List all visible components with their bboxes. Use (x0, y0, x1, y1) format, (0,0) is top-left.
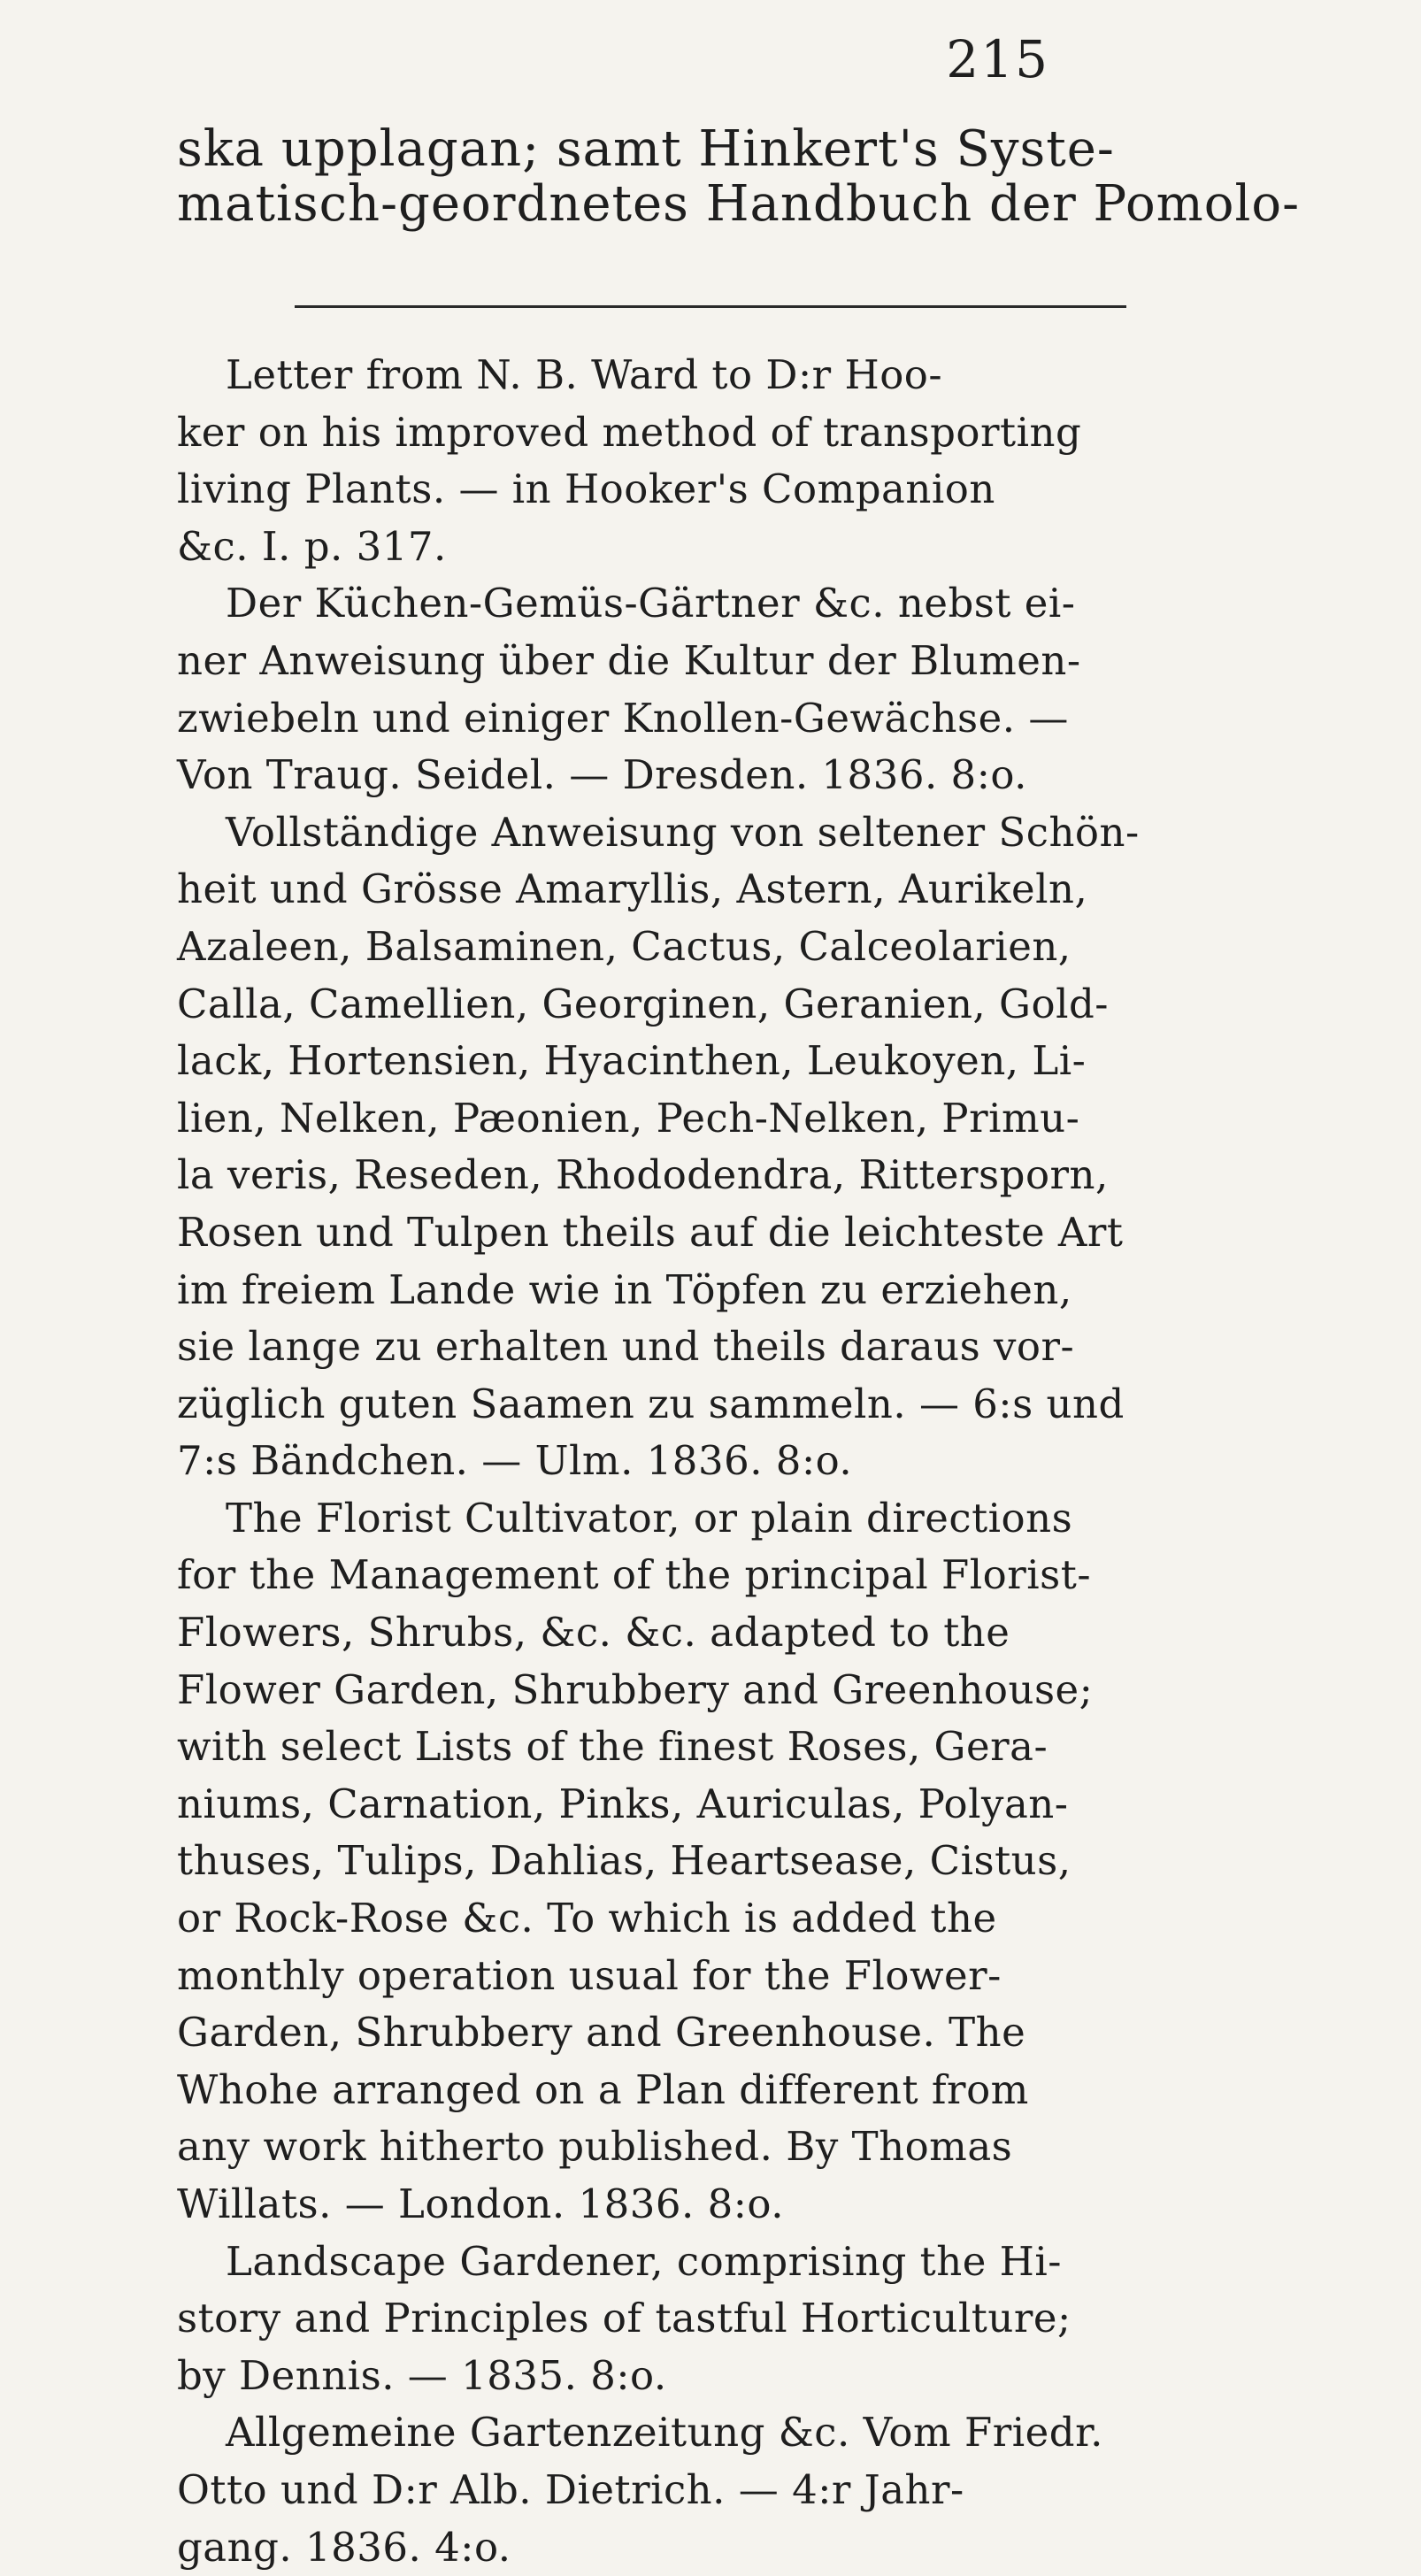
entry-anweisung (177, 804, 1248, 1490)
entry-line: heit und Grösse Amaryllis, Astern, Aurikeln, (177, 865, 1088, 913)
bibliography-list (177, 347, 1248, 2576)
entry-line: zwiebeln und einiger Knollen-Gewächse. — (177, 694, 1069, 742)
entry-line: or Rock-Rose &c. To which is added the (177, 1895, 997, 1942)
entry-line: Landscape Gardener, comprising the Hi- (226, 2237, 1062, 2285)
entry-line: lien, Nelken, Pæonien, Pech-Nelken, Primu- (177, 1094, 1080, 1142)
entry-landscape-gardener (177, 2234, 1248, 2405)
header-text (177, 120, 1301, 233)
entry-line: Von Traug. Seidel. — Dresden. 1836. 8:o. (177, 751, 1027, 799)
header-line: ska upplagan; samt Hinkert's Syste- (177, 120, 1115, 178)
entry-line: sie lange zu erhalten und theils daraus vor- (177, 1323, 1075, 1371)
entry-line: ker on his improved method of transporting (177, 408, 1082, 456)
entry-line: monthly operation usual for the Flower- (177, 1951, 1002, 1999)
entry-line: Willats. — London. 1836. 8:o. (177, 2180, 785, 2227)
entry-line: &c. I. p. 317. (177, 522, 447, 570)
entry-line: Flowers, Shrubs, &c. &c. adapted to the (177, 1609, 1010, 1657)
entry-ward (177, 347, 1248, 575)
entry-line: Flower Garden, Shrubbery and Greenhouse; (177, 1665, 1094, 1713)
entry-line: Azaleen, Balsaminen, Cactus, Calceolarien, (177, 922, 1072, 970)
entry-line: lack, Hortensien, Hyacinthen, Leukoyen, Li- (177, 1037, 1087, 1085)
entry-line: Rosen und Tulpen theils auf die leichteste Art (177, 1208, 1124, 1256)
entry-line: Letter from N. B. Ward to D:r Hoo- (226, 351, 943, 398)
entry-line: Vollständige Anweisung von seltener Schön- (226, 808, 1140, 856)
entry-line: la veris, Reseden, Rhododendra, Rittersporn, (177, 1151, 1109, 1199)
entry-line: any work hitherto published. By Thomas (177, 2123, 1013, 2171)
entry-line: thuses, Tulips, Dahlias, Heartsease, Cistus, (177, 1837, 1072, 1885)
entry-line: Otto und D:r Alb. Dietrich. — 4:r Jahr- (177, 2465, 964, 2513)
entry-line: living Plants. — in Hooker's Companion (177, 465, 995, 513)
entry-line: Whohe arranged on a Plan different from (177, 2065, 1029, 2113)
entry-line: im freiem Lande wie in Töpfen zu erziehen, (177, 1265, 1072, 1313)
entry-line: for the Management of the principal Florist- (177, 1551, 1092, 1599)
entry-line: ner Anweisung über die Kultur der Blumen- (177, 636, 1081, 684)
entry-line: The Florist Cultivator, or plain directions (226, 1494, 1073, 1542)
header-line: matisch-geordnetes Handbuch der Pomolo- (177, 175, 1301, 233)
entry-line: züglich guten Saamen zu sammeln. — 6:s und (177, 1380, 1125, 1427)
entry-line: story and Principles of tastful Horticulture; (177, 2295, 1072, 2342)
entry-gartenzeitung (177, 2404, 1248, 2576)
entry-line: gang. 1836. 4:o. (177, 2523, 511, 2571)
entry-line: 7:s Bändchen. — Ulm. 1836. 8:o. (177, 1437, 853, 1485)
entry-line: Garden, Shrubbery and Greenhouse. The (177, 2009, 1026, 2057)
entry-line: Allgemeine Gartenzeitung &c. Vom Friedr. (226, 2409, 1103, 2457)
entry-florist-cultivator (177, 1490, 1248, 2234)
entry-seidel (177, 575, 1248, 804)
section-divider (295, 305, 1126, 308)
page-number: 215 (946, 29, 1049, 89)
entry-line: niums, Carnation, Pinks, Auriculas, Polyan- (177, 1780, 1069, 1827)
entry-line: with select Lists of the finest Roses, Gera- (177, 1723, 1048, 1771)
entry-line: by Dennis. — 1835. 8:o. (177, 2351, 667, 2399)
entry-line: Calla, Camellien, Georginen, Geranien, Gold- (177, 980, 1109, 1027)
entry-line: Der Küchen-Gemüs-Gärtner &c. nebst ei- (226, 580, 1076, 627)
